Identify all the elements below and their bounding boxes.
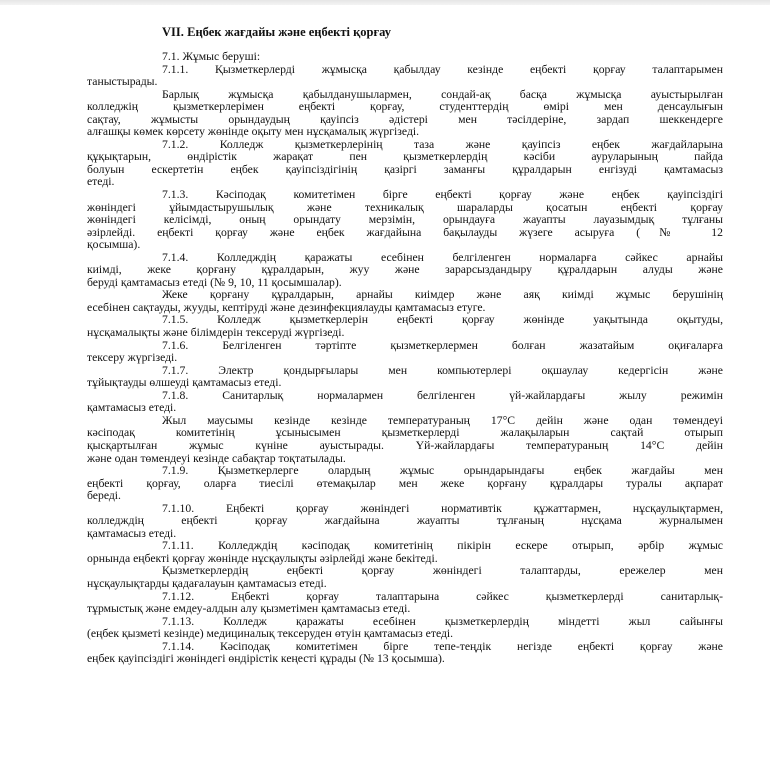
paragraph	[87, 89, 723, 139]
paragraph-line: құқықтарын, өндірістік жарақат пен қызметкерлердің кәсіби ауруларының пайда	[87, 151, 723, 164]
paragraph-line: есебінен сақтауды, жууды, кептіруді және дезинфекциялауды қамтамасыз етуге.	[87, 301, 486, 314]
paragraph	[87, 465, 723, 503]
paragraph-line: беруді қамтамасыз етеді (№ 9, 10, 11 қосымшалар).	[87, 276, 342, 289]
paragraph-first-line: 7.1.5. Колледж қызметкерлерін еңбекті қорғау жөнінде уақытында оқытуды,	[162, 314, 723, 327]
paragraph-first-line: Барлық жұмысқа қабылданушылармен, сондай-ақ басқа жұмысқа ауыстырылған	[162, 88, 723, 101]
paragraph	[87, 390, 723, 415]
paragraph-line: тексеру жүргізеді.	[87, 352, 178, 365]
paragraph-first-line: 7.1.9. Қызметкерлерге олардың жұмыс орындарындағы еңбек жағдайы мен	[162, 465, 723, 478]
paragraph-first-line: 7.1.14. Кәсіподақ комитетімен бірге тепе-теңдік негізде еңбекті қорғау және	[162, 640, 723, 653]
paragraph-line: қысқартылған жұмыс күніне ауыстырады. Үй-жайлардағы температураның 14°С дейін	[87, 439, 723, 452]
paragraph-first-line: 7.1.7. Электр қондырғылары мен компьютерлері оқшаулау кедергісін және	[162, 364, 723, 377]
paragraph-first-line: 7.1. Жұмыс беруші:	[162, 51, 261, 63]
paragraph	[87, 616, 723, 641]
paragraph-line: колледждің еңбекті қорғау жағдайына жауапты тұлғаның нұсқама журналымен	[87, 515, 723, 528]
paragraph-first-line: 7.1.2. Колледж қызметкерлерінің таза және қауіпсіз еңбек жағдайларына	[162, 138, 723, 151]
paragraph-line: болуын ескертетін еңбек қауіпсіздігінің қазіргі заманғы құралдарын енгізуді қамтамасыз	[87, 163, 723, 176]
paragraph-line: нұсқаулықтарды қадағалауын қамтамасыз етеді.	[87, 577, 327, 590]
paragraph	[87, 415, 723, 465]
paragraph-first-line: 7.1.1. Қызметкерлерді жұмысқа қабылдау кезінде еңбекті қорғау талаптарымен	[162, 63, 723, 76]
paragraph-line: етеді.	[87, 176, 115, 189]
paragraph-first-line: Жеке қорғану құралдарын, арнайы киімдер және аяқ киімді жұмыс берушінің	[162, 289, 723, 302]
paragraph-first-line: Жыл маусымы кезінде кезінде температураның 17°С дейін және одан төмендеуі	[162, 414, 723, 427]
paragraph-line: еңбек қауіпсіздігі жөніндегі өндірістік кеңесті құрады (№ 13 қосымша).	[87, 653, 445, 666]
paragraph-line: таныстырады.	[87, 76, 158, 89]
document-body	[87, 51, 723, 666]
paragraph	[87, 314, 723, 339]
paragraph-first-line: 7.1.4. Колледждің қаражаты есебінен белгіленген нормаларға сәйкес арнайы	[162, 251, 723, 264]
section-heading	[162, 25, 391, 40]
paragraph-first-line: 7.1.11. Колледждің кәсіподақ комитетінің пікірін ескере отырып, әрбір жұмыс	[162, 540, 723, 553]
paragraph-first-line: 7.1.8. Санитарлық нормалармен белгіленген үй-жайлардағы жылу режимін	[162, 389, 723, 402]
paragraph	[87, 340, 723, 365]
paragraph-line: киімді, жеке қорғану құралдарын, жуу және зарарсыздандыру құралдарын алуды және	[87, 264, 723, 277]
section-number: VII.	[162, 25, 184, 39]
paragraph-line: тұрмыстық және емдеу-алдын алу қызметімен қамтамасыз етеді.	[87, 603, 411, 616]
paragraph	[87, 540, 723, 565]
paragraph-line: және одан төмендеуі кезінде сабақтар тоқтатылады.	[87, 452, 346, 465]
paragraph-line: кәсіподақ комитетінің ұсынысымен қызметкерлерді жалақыларын сақтай отырып	[87, 427, 723, 440]
paragraph	[87, 565, 723, 590]
paragraph	[87, 591, 723, 616]
section-title: Еңбек жағдайы және еңбекті қорғау	[187, 25, 392, 39]
paragraph-line: колледжің қызметкерлерімен еңбекті қорғау, студенттердің өмірі мен денсаулығын	[87, 101, 723, 114]
paragraph	[87, 641, 723, 666]
paragraph	[87, 503, 723, 541]
paragraph-line: береді.	[87, 490, 121, 503]
paragraph-line: әзірлейді. еңбекті қорғау және еңбек жағдайына бақылауды жүзеге асыруға (№ 12	[87, 226, 723, 239]
paragraph-line: қамтамасыз етеді.	[87, 402, 177, 415]
paragraph	[87, 51, 723, 64]
paragraph-line: нұсқамалықты және білімдерін тексеруді жүргізеді.	[87, 327, 345, 340]
paragraph	[87, 252, 723, 290]
paragraph-first-line: 7.1.12. Еңбекті қорғау талаптарына сәйкес қызметкерлерді санитарлық-	[162, 590, 723, 603]
paragraph-line: тұйықтауды өлшеуді қамтамасыз етеді.	[87, 377, 282, 390]
paragraph-line: жөніндегі келісімді, оның орындату мерзімін, орындауға жауапты лауазымдық тұлғаны	[87, 214, 723, 227]
paragraph-line: сақтау, жұмысты орындаудың қауіпсіз әдістері мен тәсілдеріне, зардап шеккендерге	[87, 113, 723, 126]
paragraph-first-line: 7.1.3. Кәсіподақ комитетімен бірге еңбекті қорғау және еңбек қауіпсіздігі	[162, 189, 723, 202]
paragraph	[87, 289, 723, 314]
paragraph	[87, 139, 723, 189]
paragraph	[87, 189, 723, 252]
paragraph-first-line: Қызметкерлердің еңбекті қорғау жөніндегі талаптарды, ережелер мен	[162, 565, 723, 578]
paragraph-first-line: 7.1.13. Колледж қаражаты есебінен қызметкерлердің міндетті жыл сайынғы	[162, 615, 723, 628]
paragraph-line: орнында еңбекті қорғау жөнінде нұсқаулықты әзірлейді және бекітеді.	[87, 552, 438, 565]
paragraph-line: қосымша).	[87, 239, 141, 252]
paragraph-line: алғашқы көмек көрсету жөнінде оқыту мен нұсқамалық жүргізеді.	[87, 126, 420, 139]
paragraph	[87, 64, 723, 89]
paragraph-line: қамтамасыз етеді.	[87, 527, 177, 540]
paragraph	[87, 365, 723, 390]
paragraph-line: жөніндегі ұйымдастырушылық және техникалық шараларды қосатын еңбекті қорғау	[87, 201, 723, 214]
paragraph-first-line: 7.1.10. Еңбекті қорғау жөніндегі нормативтік құжаттармен, нұсқаулықтармен,	[162, 502, 723, 515]
paragraph-first-line: 7.1.6. Белгіленген тәртіпте қызметкерлермен болған жазатайым оқиғаларға	[162, 339, 723, 352]
paragraph-line: (еңбек қызметі кезінде) медициналық тексеруден өтуін қамтамасыз етеді.	[87, 628, 454, 641]
paragraph-line: еңбекті қорғау, оларға тиесілі өтемақылар мен жеке қорғану құралдары туралы ақпарат	[87, 477, 723, 490]
